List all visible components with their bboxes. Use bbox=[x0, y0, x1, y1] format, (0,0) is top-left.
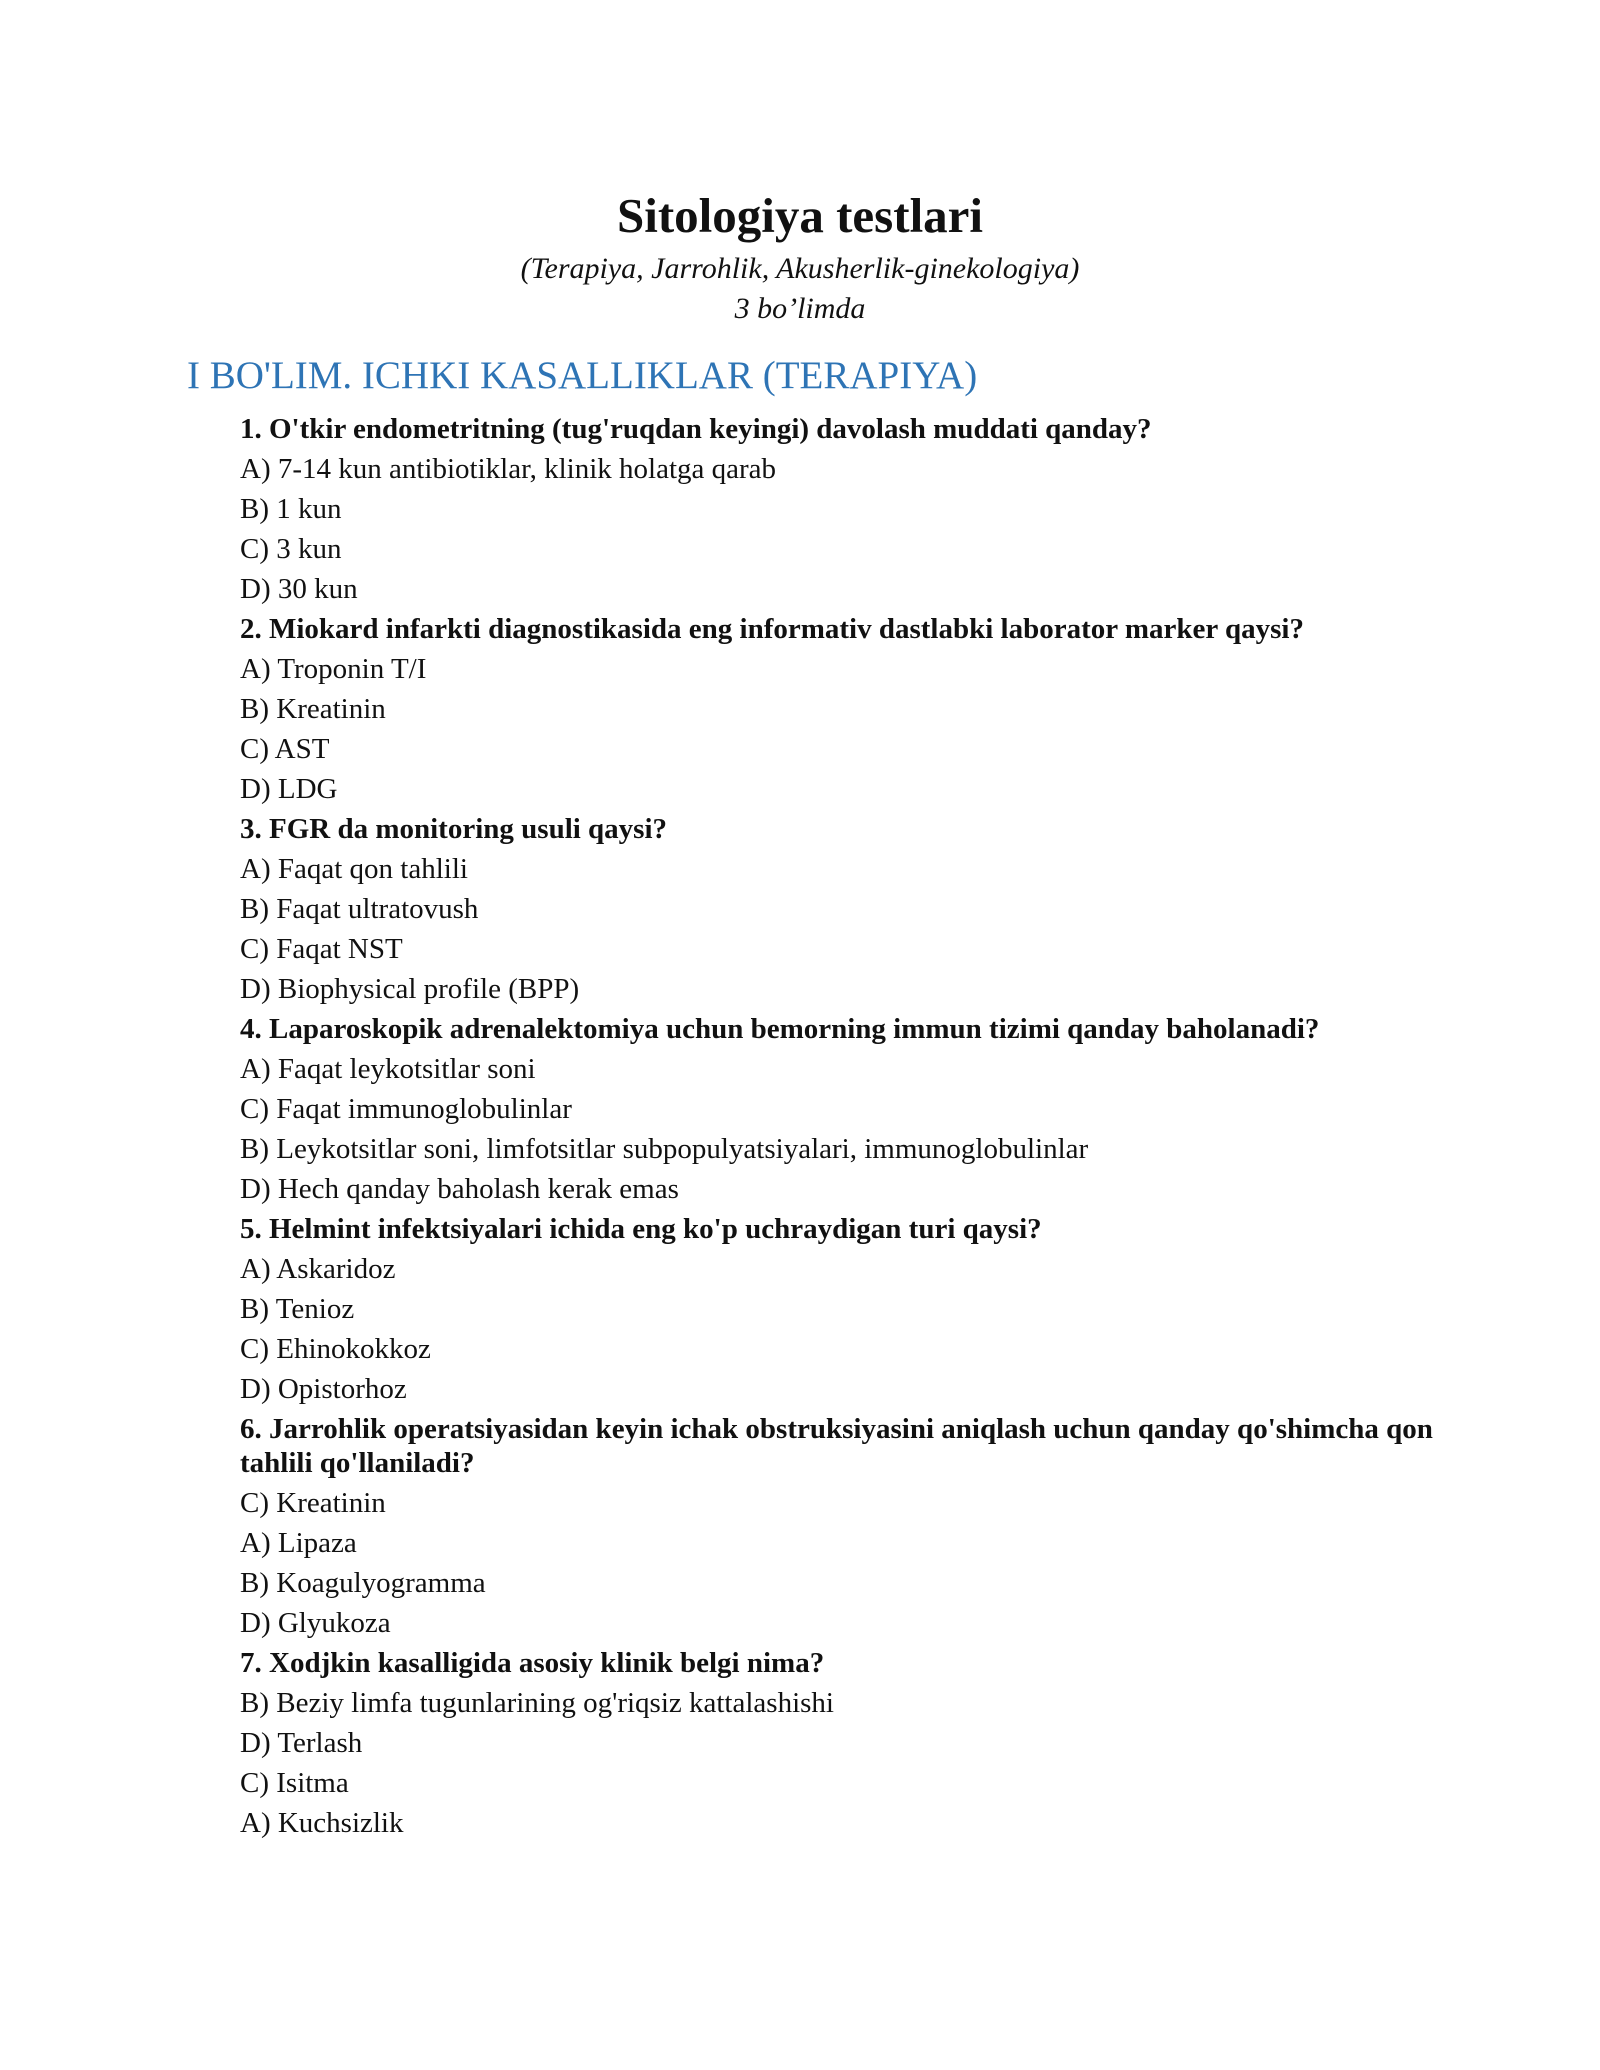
question-text: 7. Xodjkin kasalligida asosiy klinik belgi nima? bbox=[240, 1647, 825, 1679]
page-subtitle-sections: 3 bo’limda bbox=[734, 292, 866, 325]
answer-option: D) Biophysical profile (BPP) bbox=[240, 973, 580, 1005]
answer-option: D) Glyukoza bbox=[240, 1607, 391, 1639]
answer-option: D) LDG bbox=[240, 773, 338, 805]
answer-option: A) Faqat leykotsitlar soni bbox=[240, 1053, 536, 1085]
answer-option: A) Faqat qon tahlili bbox=[240, 853, 468, 885]
answer-option: A) Kuchsizlik bbox=[240, 1807, 404, 1839]
answer-option: D) Hech qanday baholash kerak emas bbox=[240, 1173, 679, 1205]
question-block bbox=[240, 612, 1440, 806]
answer-option: A) Troponin T/I bbox=[240, 653, 427, 685]
answer-option: D) Terlash bbox=[240, 1727, 363, 1759]
answer-option: B) Leykotsitlar soni, limfotsitlar subpopulyatsiyalari, immunoglobulinlar bbox=[240, 1133, 1089, 1165]
question-text: 5. Helmint infektsiyalari ichida eng ko'p uchraydigan turi qaysi? bbox=[240, 1213, 1042, 1245]
question-text: 2. Miokard infarkti diagnostikasida eng informativ dastlabki laborator marker qaysi? bbox=[240, 613, 1304, 645]
question-block bbox=[240, 1012, 1440, 1206]
question-text: 4. Laparoskopik adrenalektomiya uchun bemorning immun tizimi qanday baholanadi? bbox=[240, 1013, 1320, 1045]
answer-option: B) 1 kun bbox=[240, 493, 342, 525]
answer-option: C) Faqat NST bbox=[240, 933, 403, 965]
page-title: Sitologiya testlari bbox=[616, 188, 984, 243]
answer-option: A) 7-14 kun antibiotiklar, klinik holatga qarab bbox=[240, 453, 777, 485]
question-text: 6. Jarrohlik operatsiyasidan keyin ichak obstruksiyasini aniqlash uchun qanday qo'shimcha qon tahlili qo'llaniladi? bbox=[240, 1413, 1433, 1479]
answer-option: C) Ehinokokkoz bbox=[240, 1333, 431, 1365]
question-block bbox=[240, 1646, 1440, 1840]
question-block bbox=[240, 412, 1440, 606]
answer-option: D) Opistorhoz bbox=[240, 1373, 407, 1405]
question-text: 3. FGR da monitoring usuli qaysi? bbox=[240, 813, 668, 845]
page-subtitle: (Terapiya, Jarrohlik, Akusherlik-ginekologiya) bbox=[520, 252, 1080, 285]
answer-option: D) 30 kun bbox=[240, 573, 358, 605]
question-block bbox=[240, 1412, 1440, 1640]
answer-option: C) 3 kun bbox=[240, 533, 342, 565]
answer-option: B) Tenioz bbox=[240, 1293, 355, 1325]
answer-option: A) Askaridoz bbox=[240, 1253, 396, 1285]
answer-option: C) Isitma bbox=[240, 1767, 349, 1799]
answer-option: C) Faqat immunoglobulinlar bbox=[240, 1093, 572, 1125]
question-block bbox=[240, 812, 1440, 1006]
answer-option: B) Koagulyogramma bbox=[240, 1567, 486, 1599]
answer-option: B) Faqat ultratovush bbox=[240, 893, 479, 925]
answer-option: B) Kreatinin bbox=[240, 693, 386, 725]
question-text: 1. O'tkir endometritning (tug'ruqdan keyingi) davolash muddati qanday? bbox=[240, 413, 1152, 445]
answer-option: C) AST bbox=[240, 733, 330, 765]
answer-option: B) Beziy limfa tugunlarining og'riqsiz kattalashishi bbox=[240, 1687, 834, 1719]
question-list bbox=[240, 412, 1440, 1846]
answer-option: C) Kreatinin bbox=[240, 1487, 386, 1519]
question-block bbox=[240, 1212, 1440, 1406]
section-heading: I BO'LIM. ICHKI KASALLIKLAR (TERAPIYA) bbox=[187, 354, 978, 397]
answer-option: A) Lipaza bbox=[240, 1527, 357, 1559]
